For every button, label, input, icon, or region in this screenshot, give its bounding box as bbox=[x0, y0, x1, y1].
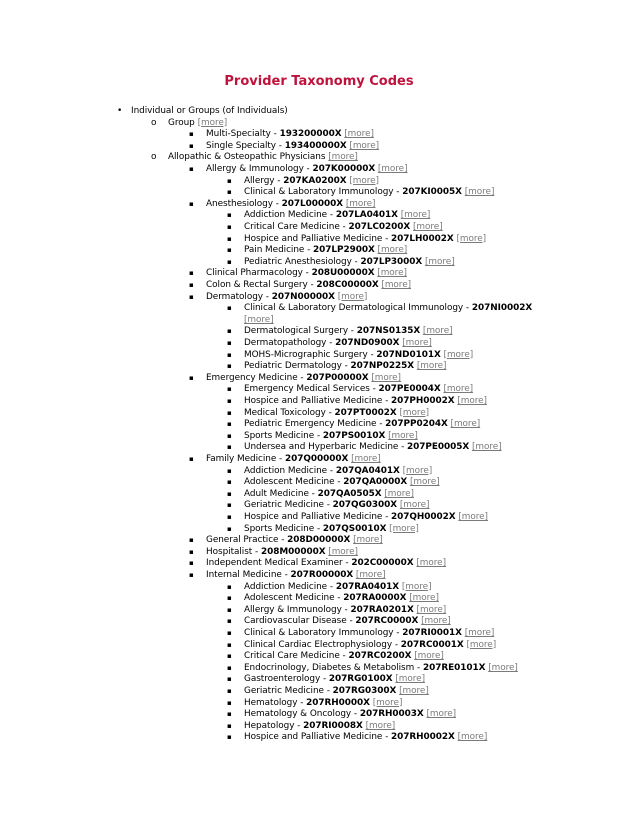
taxonomy-code: 207LH0002X bbox=[391, 233, 454, 244]
bullet-icon: ▪ bbox=[227, 327, 232, 336]
item-label: Multi-Specialty bbox=[206, 129, 271, 140]
subspecialty-item: ▪ Addiction Medicine - 207LA0401X [more] bbox=[227, 210, 431, 221]
item-label: Clinical & Laboratory Dermatological Immunology bbox=[244, 303, 464, 314]
more-link[interactable]: [more] bbox=[377, 164, 408, 174]
item-label: Pain Medicine bbox=[244, 245, 305, 256]
more-link[interactable]: [more] bbox=[458, 512, 488, 522]
bullet-icon: ▪ bbox=[227, 385, 232, 394]
item-label: Independent Medical Examiner bbox=[206, 558, 343, 569]
more-link[interactable]: [more] bbox=[349, 140, 380, 151]
bullet-icon: ▪ bbox=[189, 571, 194, 579]
item-label: Family Medicine bbox=[206, 454, 277, 464]
bullet-icon: ▪ bbox=[227, 733, 232, 742]
more-link[interactable]: [more] bbox=[457, 732, 488, 743]
bullet-icon: ▪ bbox=[227, 675, 232, 684]
subspecialty-item: ▪ Adult Medicine - 207QA0505X [more] bbox=[227, 488, 414, 499]
taxonomy-code: 207RC0200X bbox=[348, 651, 412, 662]
item-label: Group bbox=[168, 117, 195, 128]
more-link[interactable]: [more] bbox=[425, 256, 455, 267]
item-label: Adult Medicine bbox=[244, 488, 309, 499]
more-link[interactable]: [more] bbox=[372, 697, 403, 708]
taxonomy-code: 208C00000X bbox=[316, 280, 379, 290]
subspecialty-item: ▪ Dermatopathology - 207ND0900X [more] bbox=[227, 338, 432, 348]
list-item-group bbox=[151, 117, 228, 130]
item-label: Clinical & Laboratory Immunology bbox=[244, 187, 394, 198]
bullet-icon: ▪ bbox=[227, 339, 232, 347]
taxonomy-code: 207LC0200X bbox=[348, 222, 411, 232]
more-link[interactable]: [more] bbox=[443, 384, 474, 395]
specialty-item: ▪ Family Medicine - 207Q00000X [more] bbox=[189, 454, 381, 464]
item-label: Hospice and Palliative Medicine bbox=[244, 396, 383, 406]
taxonomy-code: 207L00000X bbox=[281, 198, 344, 209]
item-label: Sports Medicine bbox=[244, 523, 315, 534]
item-label: Dermatology bbox=[206, 291, 264, 302]
taxonomy-code: 207RH0000X bbox=[306, 697, 370, 708]
item-label: MOHS-Micrographic Surgery bbox=[244, 349, 368, 360]
taxonomy-code: 207PT0002X bbox=[334, 407, 397, 418]
specialty-item: ▪ General Practice - 208D00000X [more] bbox=[189, 535, 383, 546]
item-label: Pediatric Anesthesiology bbox=[244, 256, 352, 267]
bullet-icon: ▪ bbox=[189, 199, 194, 208]
more-link[interactable]: [more] bbox=[457, 396, 487, 406]
bullet-icon: ▪ bbox=[227, 246, 232, 255]
item-label: Allergy & Immunology bbox=[244, 604, 342, 615]
taxonomy-code: 207ND0900X bbox=[335, 338, 400, 348]
page-title: Provider Taxonomy Codes bbox=[224, 74, 414, 89]
item-label: Emergency Medicine bbox=[206, 372, 298, 383]
item-label: Hepatology bbox=[244, 720, 295, 731]
more-link[interactable]: [more] bbox=[328, 152, 358, 163]
taxonomy-code: 207RA0000X bbox=[343, 593, 407, 604]
item-label: Addiction Medicine bbox=[244, 210, 328, 221]
taxonomy-code: 207QA0505X bbox=[317, 488, 382, 499]
taxonomy-code: 207PH0002X bbox=[391, 396, 455, 406]
more-link[interactable]: [more] bbox=[464, 187, 495, 198]
more-link[interactable]: [more] bbox=[402, 338, 432, 348]
taxonomy-code: 207NP0225X bbox=[350, 361, 415, 372]
more-link[interactable]: [more] bbox=[401, 581, 432, 592]
bullet-icon: ▪ bbox=[227, 176, 232, 185]
subspecialty-item: ▪ Critical Care Medicine - 207RC0200X [more] bbox=[227, 651, 444, 662]
bullet-icon: ▪ bbox=[189, 455, 194, 463]
taxonomy-code: 207KI0005X bbox=[402, 187, 462, 198]
taxonomy-code: 207ND0101X bbox=[376, 349, 441, 360]
item-label: Clinical & Laboratory Immunology bbox=[244, 628, 394, 638]
specialty-item: ▪ Emergency Medicine - 207P00000X [more] bbox=[189, 372, 401, 383]
taxonomy-code: 207LA0401X bbox=[335, 210, 398, 221]
more-link[interactable]: [more] bbox=[422, 326, 453, 337]
item-label: Addiction Medicine bbox=[244, 465, 328, 476]
item-label: Critical Care Medicine bbox=[244, 651, 340, 662]
more-link[interactable]: [more] bbox=[402, 465, 433, 476]
more-link[interactable]: [more] bbox=[353, 535, 383, 546]
subspecialty-item: ▪ Emergency Medical Services - 207PE0004X [more] bbox=[227, 384, 474, 395]
item-label: Undersea and Hyperbaric Medicine bbox=[244, 442, 399, 453]
more-link[interactable]: [more] bbox=[416, 361, 447, 372]
more-link[interactable]: [more] bbox=[355, 570, 386, 580]
bullet-icon: ▪ bbox=[189, 165, 194, 173]
specialty-item: ▪ Internal Medicine - 207R00000X [more] bbox=[189, 570, 386, 580]
specialty-item: ▪ Colon & Rectal Surgery - 208C00000X [more] bbox=[189, 280, 412, 290]
taxonomy-code: 207RI0001X bbox=[402, 628, 462, 638]
bullet-icon: ▪ bbox=[227, 350, 232, 359]
more-link[interactable]: [more] bbox=[416, 558, 447, 569]
bullet-icon: ▪ bbox=[189, 373, 194, 382]
item-label: Allopathic & Osteopathic Physicians bbox=[168, 152, 326, 163]
more-link[interactable]: [more] bbox=[450, 419, 481, 430]
item-label: Single Specialty bbox=[206, 140, 277, 151]
list-item: ▪ Multi-Specialty - 193200000X [more] bbox=[189, 129, 374, 140]
bullet-icon: ▪ bbox=[189, 269, 194, 278]
taxonomy-code: 207N00000X bbox=[271, 291, 335, 302]
taxonomy-code: 207PS0010X bbox=[322, 430, 386, 441]
bullet-icon: ▪ bbox=[227, 617, 232, 626]
subspecialty-item: ▪ Pediatric Anesthesiology - 207LP3000X [more] bbox=[227, 256, 455, 267]
subspecialty-item: ▪ Addiction Medicine - 207QA0401X [more] bbox=[227, 465, 433, 476]
bullet-icon: ▪ bbox=[227, 234, 232, 243]
bullet-icon: ▪ bbox=[227, 257, 232, 266]
bullet-icon: ▪ bbox=[189, 536, 194, 545]
item-label: Medical Toxicology bbox=[244, 407, 326, 418]
bullet-icon: ▪ bbox=[227, 594, 232, 603]
item-label: Gastroenterology bbox=[244, 674, 321, 685]
item-label: Adolescent Medicine bbox=[244, 477, 335, 488]
taxonomy-code: 207Q00000X bbox=[284, 454, 349, 464]
subspecialty-item: ▪ Medical Toxicology - 207PT0002X [more] bbox=[227, 407, 430, 418]
bullet-icon: ▪ bbox=[227, 304, 232, 313]
more-link[interactable]: [more] bbox=[409, 477, 440, 488]
item-label: Pediatric Dermatology bbox=[244, 361, 342, 372]
taxonomy-code: 207K00000X bbox=[312, 164, 376, 174]
subspecialty-item: ▪ Hematology & Oncology - 207RH0003X [more] bbox=[227, 709, 457, 720]
more-link[interactable]: [more] bbox=[414, 651, 444, 662]
more-link[interactable]: [more] bbox=[377, 268, 407, 279]
bullet-icon: ▪ bbox=[227, 489, 232, 498]
item-label: Hospice and Palliative Medicine bbox=[244, 512, 383, 522]
item-label: Colon & Rectal Surgery bbox=[206, 280, 308, 290]
subspecialty-item: ▪ Sports Medicine - 207QS0010X [more] bbox=[227, 523, 419, 534]
more-link[interactable]: [more] bbox=[345, 198, 376, 209]
subspecialty-item: ▪ Clinical & Laboratory Immunology - 207KI0005X [more] bbox=[227, 187, 495, 198]
specialty-item: ▪ Anesthesiology - 207L00000X [more] bbox=[189, 198, 376, 209]
item-label: Hematology & Oncology bbox=[244, 709, 352, 720]
taxonomy-code: 207LP2900X bbox=[313, 245, 375, 256]
item-label: Adolescent Medicine bbox=[244, 593, 335, 604]
bullet-icon: ▪ bbox=[227, 478, 232, 487]
subspecialty-item: ▪ Hospice and Palliative Medicine - 207RH0002X [more] bbox=[227, 732, 488, 743]
taxonomy-code: 207PE0005X bbox=[407, 442, 470, 453]
subspecialty-item: ▪ Gastroenterology - 207RG0100X [more] bbox=[227, 674, 426, 685]
bullet-icon: ▪ bbox=[227, 663, 232, 672]
bullet-icon: ▪ bbox=[227, 710, 232, 719]
bullet-icon: ▪ bbox=[227, 524, 232, 533]
taxonomy-code: 207QA0000X bbox=[343, 477, 408, 488]
specialty-item: ▪ Allergy & Immunology - 207K00000X [more] bbox=[189, 164, 408, 174]
subspecialty-item: ▪ Pediatric Dermatology - 207NP0225X [more] bbox=[227, 361, 447, 372]
more-link[interactable]: [more] bbox=[344, 129, 374, 140]
subspecialty-item: ▪ Allergy - 207KA0200X [more] bbox=[227, 175, 379, 186]
subspecialty-item-continued bbox=[244, 315, 274, 327]
taxonomy-code: 207QG0300X bbox=[332, 500, 398, 511]
more-link[interactable]: [more] bbox=[488, 662, 518, 673]
item-label: Geriatric Medicine bbox=[244, 686, 324, 696]
specialty-item: ▪ Hospitalist - 208M00000X [more] bbox=[189, 546, 358, 557]
bullet-icon: ▪ bbox=[227, 513, 232, 521]
item-label: Clinical Pharmacology bbox=[206, 268, 303, 279]
taxonomy-code: 207RC0000X bbox=[355, 616, 419, 627]
specialty-item: ▪ Independent Medical Examiner - 202C00000X [more] bbox=[189, 558, 447, 569]
item-label: Addiction Medicine bbox=[244, 581, 328, 592]
bullet-icon: ▪ bbox=[227, 420, 232, 429]
list-item: ▪ Single Specialty - 193400000X [more] bbox=[189, 140, 380, 151]
more-link[interactable]: [more] bbox=[371, 372, 401, 383]
more-link[interactable]: [more] bbox=[426, 709, 457, 720]
subspecialty-item: ▪ Allergy & Immunology - 207RA0201X [more] bbox=[227, 604, 447, 615]
more-link[interactable]: [more] bbox=[456, 233, 487, 244]
taxonomy-code: 207RI0008X bbox=[303, 720, 363, 731]
subspecialty-item: ▪ Undersea and Hyperbaric Medicine - 207PE0005X [more] bbox=[227, 442, 502, 453]
specialty-item: ▪ Clinical Pharmacology - 208U00000X [more] bbox=[189, 268, 407, 279]
item-label: Individual or Groups (of Individuals) bbox=[131, 106, 288, 116]
subspecialty-item: ▪ Critical Care Medicine - 207LC0200X [more] bbox=[227, 222, 443, 232]
more-link[interactable]: [more] bbox=[365, 720, 396, 731]
taxonomy-code: 207NS0135X bbox=[356, 326, 421, 337]
more-link[interactable]: [more] bbox=[466, 639, 497, 650]
subspecialty-item: ▪ Pediatric Emergency Medicine - 207PP0204X [more] bbox=[227, 419, 481, 430]
bullet-icon: o bbox=[151, 117, 157, 128]
item-label: Hospitalist bbox=[206, 546, 253, 557]
more-link[interactable]: [more] bbox=[399, 500, 430, 511]
more-link[interactable]: [more] bbox=[328, 546, 358, 557]
taxonomy-code: 193200000X bbox=[279, 129, 342, 140]
item-label: Hospice and Palliative Medicine bbox=[244, 233, 383, 244]
more-link[interactable]: [more] bbox=[244, 314, 274, 325]
subspecialty-item: ▪ Hospice and Palliative Medicine - 207PH0002X [more] bbox=[227, 396, 487, 406]
item-label: Endocrinology, Diabetes & Metabolism bbox=[244, 662, 415, 673]
bullet-icon: ▪ bbox=[227, 223, 232, 231]
taxonomy-code: 207RE0101X bbox=[422, 662, 486, 673]
subspecialty-item: ▪ Geriatric Medicine - 207QG0300X [more] bbox=[227, 500, 430, 511]
subspecialty-item: ▪ Adolescent Medicine - 207QA0000X [more] bbox=[227, 477, 440, 488]
taxonomy-code: 207PE0004X bbox=[378, 384, 441, 395]
subspecialty-item: ▪ Clinical & Laboratory Immunology - 207RI0001X [more] bbox=[227, 628, 495, 638]
specialty-item: ▪ Dermatology - 207N00000X [more] bbox=[189, 291, 368, 302]
taxonomy-code: 207RH0002X bbox=[391, 732, 455, 743]
more-link[interactable]: [more] bbox=[197, 117, 228, 128]
subspecialty-item: ▪ Geriatric Medicine - 207RG0300X [more] bbox=[227, 686, 429, 696]
taxonomy-code: 207QH0002X bbox=[391, 512, 456, 522]
bullet-icon: ▪ bbox=[227, 629, 232, 637]
taxonomy-code: 207RC0001X bbox=[400, 639, 464, 650]
bullet-icon: ▪ bbox=[189, 292, 194, 301]
more-link[interactable]: [more] bbox=[413, 222, 443, 232]
bullet-icon: ▪ bbox=[227, 698, 232, 707]
taxonomy-code: 207RA0201X bbox=[350, 604, 414, 615]
more-link[interactable]: [more] bbox=[349, 175, 379, 186]
list-item-root bbox=[117, 106, 288, 118]
item-label: Internal Medicine bbox=[206, 570, 282, 580]
subspecialty-item: ▪ Adolescent Medicine - 207RA0000X [more] bbox=[227, 593, 439, 604]
list-item-allopathic bbox=[151, 152, 358, 164]
more-link[interactable]: [more] bbox=[399, 407, 430, 418]
subspecialty-item: ▪ Hospice and Palliative Medicine - 207LH0002X [more] bbox=[227, 233, 487, 244]
bullet-icon: ▪ bbox=[227, 211, 232, 220]
more-link[interactable]: [more] bbox=[421, 616, 451, 627]
more-link[interactable]: [more] bbox=[409, 593, 439, 604]
bullet-icon: ▪ bbox=[189, 559, 194, 568]
item-label: Critical Care Medicine bbox=[244, 222, 340, 232]
subspecialty-item: ▪ Hospice and Palliative Medicine - 207QH0002X [more] bbox=[227, 512, 488, 522]
subspecialty-item: ▪ Hematology - 207RH0000X [more] bbox=[227, 697, 403, 708]
taxonomy-code: 207QS0010X bbox=[322, 523, 387, 534]
taxonomy-code: 207QA0401X bbox=[335, 465, 400, 476]
bullet-icon: ▪ bbox=[189, 281, 194, 289]
taxonomy-code: 208U00000X bbox=[311, 268, 375, 279]
item-label: Anesthesiology bbox=[206, 198, 273, 209]
more-link[interactable]: [more] bbox=[377, 245, 408, 256]
taxonomy-code: 207RH0003X bbox=[359, 709, 424, 720]
bullet-icon: ▪ bbox=[227, 466, 232, 475]
subspecialty-item: ▪ MOHS-Micrographic Surgery - 207ND0101X [more] bbox=[227, 349, 474, 360]
item-label: Clinical Cardiac Electrophysiology bbox=[244, 639, 393, 650]
taxonomy-code: 207R00000X bbox=[290, 570, 354, 580]
item-label: Dermatological Surgery bbox=[244, 326, 349, 337]
bullet-icon: ▪ bbox=[189, 130, 194, 139]
taxonomy-code: 207NI0002X bbox=[471, 303, 533, 314]
item-label: Emergency Medical Services bbox=[244, 384, 370, 395]
taxonomy-code: 207RG0100X bbox=[328, 674, 393, 685]
bullet-icon: ▪ bbox=[189, 547, 194, 556]
subspecialty-item: ▪ Clinical Cardiac Electrophysiology - 207RC0001X [more] bbox=[227, 639, 497, 650]
item-label: Sports Medicine bbox=[244, 430, 315, 441]
bullet-icon: ▪ bbox=[227, 408, 232, 417]
more-link[interactable]: [more] bbox=[388, 430, 418, 441]
more-link[interactable]: [more] bbox=[395, 674, 426, 685]
taxonomy-code: 207PP0204X bbox=[385, 419, 448, 430]
more-link[interactable]: [more] bbox=[384, 488, 414, 499]
taxonomy-code: 208D00000X bbox=[287, 535, 351, 546]
more-link[interactable]: [more] bbox=[464, 628, 495, 638]
more-link[interactable]: [more] bbox=[399, 686, 429, 696]
subspecialty-item: ▪ Clinical & Laboratory Dermatological Immunology - 207NI0002X bbox=[227, 303, 533, 314]
more-link[interactable]: [more] bbox=[471, 442, 502, 453]
bullet-icon: ▪ bbox=[227, 443, 232, 452]
bullet-icon: ▪ bbox=[227, 605, 232, 614]
item-label: Hospice and Palliative Medicine bbox=[244, 732, 383, 743]
item-label: Cardiovascular Disease bbox=[244, 616, 347, 627]
bullet-icon: ▪ bbox=[227, 652, 232, 661]
bullet-icon: • bbox=[117, 106, 123, 116]
item-label: Pediatric Emergency Medicine bbox=[244, 419, 377, 430]
subspecialty-item: ▪ Hepatology - 207RI0008X [more] bbox=[227, 720, 396, 731]
more-link[interactable]: [more] bbox=[400, 210, 431, 221]
more-link[interactable]: [more] bbox=[416, 604, 447, 615]
item-label: Hematology bbox=[244, 697, 298, 708]
more-link[interactable]: [more] bbox=[337, 291, 368, 302]
bullet-icon: ▪ bbox=[227, 431, 232, 440]
item-label: General Practice bbox=[206, 535, 279, 546]
taxonomy-code: 207RA0401X bbox=[335, 581, 400, 592]
more-link[interactable]: [more] bbox=[443, 349, 474, 360]
item-label: Allergy bbox=[244, 175, 275, 186]
bullet-icon: ▪ bbox=[227, 687, 232, 695]
bullet-icon: ▪ bbox=[227, 640, 232, 649]
bullet-icon: ▪ bbox=[227, 362, 232, 371]
subspecialty-item: ▪ Endocrinology, Diabetes & Metabolism - 207RE0101X [more] bbox=[227, 662, 518, 673]
item-label: Geriatric Medicine bbox=[244, 500, 324, 511]
subspecialty-item: ▪ Sports Medicine - 207PS0010X [more] bbox=[227, 430, 418, 441]
more-link[interactable]: [more] bbox=[389, 523, 419, 534]
subspecialty-item: ▪ Pain Medicine - 207LP2900X [more] bbox=[227, 245, 408, 256]
taxonomy-code: 207KA0200X bbox=[283, 175, 347, 186]
more-link[interactable]: [more] bbox=[351, 454, 381, 464]
taxonomy-code: 193400000X bbox=[284, 140, 347, 151]
taxonomy-code: 208M00000X bbox=[260, 546, 326, 557]
bullet-icon: ▪ bbox=[227, 582, 232, 591]
taxonomy-code: 207RG0300X bbox=[332, 686, 397, 696]
bullet-icon: ▪ bbox=[227, 188, 232, 197]
taxonomy-code: 202C00000X bbox=[351, 558, 414, 569]
bullet-icon: ▪ bbox=[227, 501, 232, 510]
bullet-icon: ▪ bbox=[189, 141, 194, 150]
subspecialty-item: ▪ Dermatological Surgery - 207NS0135X [more] bbox=[227, 326, 453, 337]
bullet-icon: ▪ bbox=[227, 397, 232, 405]
bullet-icon: o bbox=[151, 152, 157, 163]
taxonomy-code: 207LP3000X bbox=[360, 256, 423, 267]
subspecialty-item: ▪ Addiction Medicine - 207RA0401X [more] bbox=[227, 581, 432, 592]
taxonomy-code: 207P00000X bbox=[306, 372, 369, 383]
item-label: Dermatopathology bbox=[244, 338, 327, 348]
item-label: Allergy & Immunology bbox=[206, 164, 304, 174]
more-link[interactable]: [more] bbox=[381, 280, 412, 290]
bullet-icon: ▪ bbox=[227, 721, 232, 730]
subspecialty-item: ▪ Cardiovascular Disease - 207RC0000X [more] bbox=[227, 616, 451, 627]
